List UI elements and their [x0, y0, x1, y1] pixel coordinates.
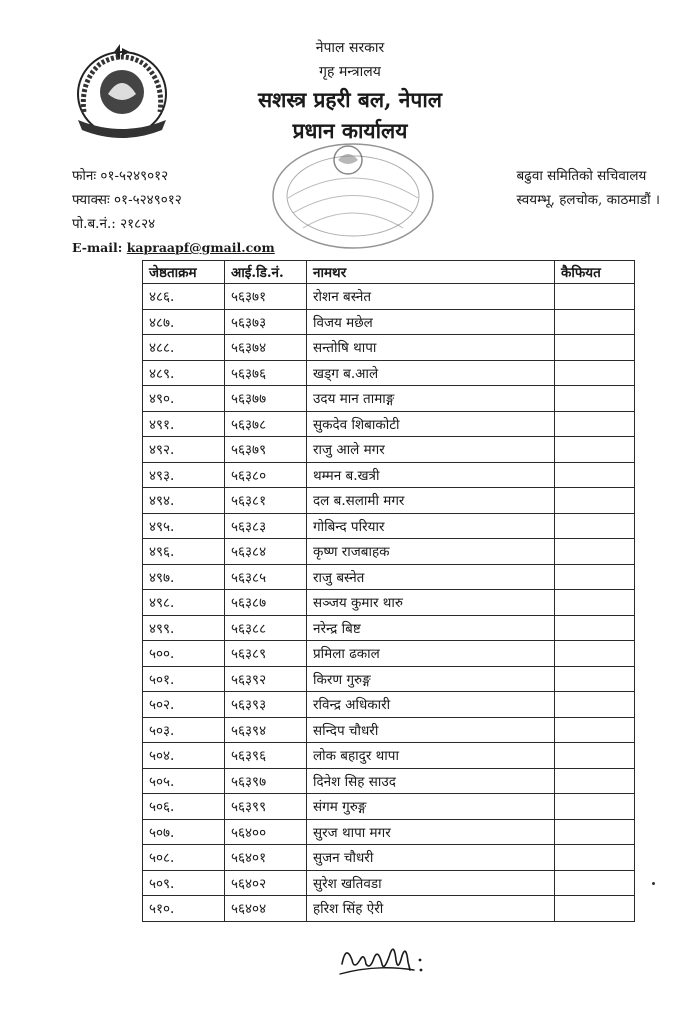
id-number-cell: ५६३८४	[225, 539, 307, 565]
table-row	[143, 896, 635, 922]
po-box-label: पो.ब.नं.:	[72, 216, 116, 232]
seniority-cell: ५०२.	[143, 692, 225, 718]
name-cell: राजु बस्नेत	[307, 564, 555, 590]
remarks-cell	[555, 768, 635, 794]
fax-number: ०१-५२४९०१२	[114, 192, 182, 208]
address-line-1: बढुवा समितिको सचिवालय	[516, 168, 647, 184]
remarks-cell	[555, 513, 635, 539]
name-cell: गोबिन्द परियार	[307, 513, 555, 539]
table-row	[143, 615, 635, 641]
email-row	[72, 236, 275, 260]
table-row	[143, 488, 635, 514]
seniority-cell: ४९२.	[143, 437, 225, 463]
seniority-cell: ४९०.	[143, 386, 225, 412]
government-name: नेपाल सरकार	[315, 40, 385, 56]
id-number-cell: ५६३९६	[225, 743, 307, 769]
header-id-number: आई.डि.नं.	[225, 261, 307, 284]
table-row	[143, 513, 635, 539]
remarks-cell	[555, 794, 635, 820]
letterhead	[200, 36, 500, 146]
office-seal-stamp	[268, 138, 438, 253]
name-cell: दिनेश सिह साउद	[307, 768, 555, 794]
remarks-cell	[555, 360, 635, 386]
remarks-cell	[555, 539, 635, 565]
seniority-table	[142, 260, 635, 922]
seniority-cell: ४९३.	[143, 462, 225, 488]
table-row	[143, 309, 635, 335]
seniority-cell: ४९६.	[143, 539, 225, 565]
name-cell: थम्मन ब.खत्री	[307, 462, 555, 488]
seniority-cell: ४९४.	[143, 488, 225, 514]
name-cell: उदय मान तामाङ्ग	[307, 386, 555, 412]
remarks-cell	[555, 743, 635, 769]
name-cell: खड्ग ब.आले	[307, 360, 555, 386]
seniority-cell: ५०६.	[143, 794, 225, 820]
id-number-cell: ५६३८७	[225, 590, 307, 616]
name-cell: सुजन चौधरी	[307, 845, 555, 871]
name-cell: सुरज थापा मगर	[307, 819, 555, 845]
table-row	[143, 539, 635, 565]
seniority-cell: ५०४.	[143, 743, 225, 769]
id-number-cell: ५६४०१	[225, 845, 307, 871]
table-row	[143, 794, 635, 820]
organization-name: सशस्त्र प्रहरी बल, नेपाल	[257, 87, 443, 112]
id-number-cell: ५६३७१	[225, 284, 307, 310]
name-cell: हरिश सिंह ऐरी	[307, 896, 555, 922]
remarks-cell	[555, 870, 635, 896]
seniority-cell: ५०३.	[143, 717, 225, 743]
phone-number: ०१-५२४९०१२	[100, 168, 169, 184]
table-row	[143, 437, 635, 463]
id-number-cell: ५६३७८	[225, 411, 307, 437]
po-box-row	[72, 212, 275, 236]
name-cell: रविन्द्र अधिकारी	[307, 692, 555, 718]
seniority-cell: ४९९.	[143, 615, 225, 641]
remarks-cell	[555, 386, 635, 412]
email-link[interactable]: kapraapf@gmail.com	[126, 240, 275, 255]
remarks-cell	[555, 437, 635, 463]
name-cell: संगम गुरुङ्ग	[307, 794, 555, 820]
seniority-cell: ५०९.	[143, 870, 225, 896]
id-number-cell: ५६३८८	[225, 615, 307, 641]
phone-label: फोनः	[72, 168, 97, 184]
table-row	[143, 641, 635, 667]
id-number-cell: ५६३९३	[225, 692, 307, 718]
seniority-cell: ४८६.	[143, 284, 225, 310]
id-number-cell: ५६३९२	[225, 666, 307, 692]
email-label: E-mail:	[72, 240, 123, 255]
seniority-cell: ५१०.	[143, 896, 225, 922]
id-number-cell: ५६३७४	[225, 335, 307, 361]
remarks-cell	[555, 488, 635, 514]
table-row	[143, 462, 635, 488]
table-row	[143, 386, 635, 412]
id-number-cell: ५६४००	[225, 819, 307, 845]
remarks-cell	[555, 462, 635, 488]
id-number-cell: ५६३८१	[225, 488, 307, 514]
remarks-cell	[555, 564, 635, 590]
seniority-cell: ४८८.	[143, 335, 225, 361]
table-row	[143, 411, 635, 437]
office-name: प्रधान कार्यालय	[292, 118, 408, 143]
seniority-cell: ४९८.	[143, 590, 225, 616]
remarks-cell	[555, 641, 635, 667]
phone-row	[72, 164, 275, 188]
header-name: नामथर	[307, 261, 555, 284]
id-number-cell: ५६३७६	[225, 360, 307, 386]
name-cell: सुकदेव शिबाकोटी	[307, 411, 555, 437]
name-cell: रोशन बस्नेत	[307, 284, 555, 310]
seniority-cell: ५००.	[143, 641, 225, 667]
remarks-cell	[555, 309, 635, 335]
table-body	[143, 284, 635, 922]
name-cell: राजु आले मगर	[307, 437, 555, 463]
table-row	[143, 692, 635, 718]
address-block	[517, 164, 660, 212]
contact-block	[72, 164, 275, 260]
ministry-name: गृह मन्त्रालय	[319, 64, 381, 80]
seniority-cell: ४८९.	[143, 360, 225, 386]
header-seniority: जेष्ठताक्रम	[143, 261, 225, 284]
name-cell: सन्दिप चौधरी	[307, 717, 555, 743]
id-number-cell: ५६३८३	[225, 513, 307, 539]
address-line-2: स्वयम्भू, हलचोक, काठमाडौं ।	[516, 192, 660, 208]
remarks-cell	[555, 284, 635, 310]
name-cell: किरण गुरुङ्ग	[307, 666, 555, 692]
name-cell: सुरेश खतिवडा	[307, 870, 555, 896]
id-number-cell: ५६४०४	[225, 896, 307, 922]
seniority-cell: ४९५.	[143, 513, 225, 539]
id-number-cell: ५६३८९	[225, 641, 307, 667]
table-row	[143, 819, 635, 845]
id-number-cell: ५६३९९	[225, 794, 307, 820]
id-number-cell: ५६३७७	[225, 386, 307, 412]
seniority-cell: ४९७.	[143, 564, 225, 590]
stray-mark	[652, 882, 655, 885]
fax-label: फ्याक्सः	[72, 192, 110, 208]
name-cell: नरेन्द्र बिष्ट	[307, 615, 555, 641]
table-header-row	[143, 261, 635, 284]
id-number-cell: ५६३८५	[225, 564, 307, 590]
id-number-cell: ५६४०२	[225, 870, 307, 896]
name-cell: लोक बहादुर थापा	[307, 743, 555, 769]
table-row	[143, 845, 635, 871]
po-box-number: २१८२४	[120, 216, 156, 232]
seniority-cell: ५०५.	[143, 768, 225, 794]
id-number-cell: ५६३७३	[225, 309, 307, 335]
apf-emblem-icon	[70, 42, 174, 142]
remarks-cell	[555, 590, 635, 616]
name-cell: सन्तोषि थापा	[307, 335, 555, 361]
seniority-cell: ४९१.	[143, 411, 225, 437]
name-cell: सञ्जय कुमार थारु	[307, 590, 555, 616]
table-row	[143, 768, 635, 794]
seniority-cell: ५०१.	[143, 666, 225, 692]
fax-row	[72, 188, 275, 212]
table-row	[143, 335, 635, 361]
seniority-cell: ५०८.	[143, 845, 225, 871]
table-row	[143, 590, 635, 616]
table-row	[143, 743, 635, 769]
handwritten-signature	[336, 930, 436, 986]
id-number-cell: ५६३९७	[225, 768, 307, 794]
name-cell: विजय मछेल	[307, 309, 555, 335]
table-row	[143, 717, 635, 743]
remarks-cell	[555, 717, 635, 743]
remarks-cell	[555, 615, 635, 641]
table-row	[143, 564, 635, 590]
remarks-cell	[555, 819, 635, 845]
remarks-cell	[555, 692, 635, 718]
seniority-cell: ५०७.	[143, 819, 225, 845]
remarks-cell	[555, 335, 635, 361]
name-cell: कृष्ण राजबाहक	[307, 539, 555, 565]
table-row	[143, 284, 635, 310]
name-cell: दल ब.सलामी मगर	[307, 488, 555, 514]
id-number-cell: ५६३९४	[225, 717, 307, 743]
remarks-cell	[555, 411, 635, 437]
header-remarks: कैफियत	[555, 261, 635, 284]
name-cell: प्रमिला ढकाल	[307, 641, 555, 667]
id-number-cell: ५६३७९	[225, 437, 307, 463]
id-number-cell: ५६३८०	[225, 462, 307, 488]
seniority-cell: ४८७.	[143, 309, 225, 335]
remarks-cell	[555, 666, 635, 692]
table-row	[143, 666, 635, 692]
remarks-cell	[555, 845, 635, 871]
table-row	[143, 870, 635, 896]
remarks-cell	[555, 896, 635, 922]
table-row	[143, 360, 635, 386]
